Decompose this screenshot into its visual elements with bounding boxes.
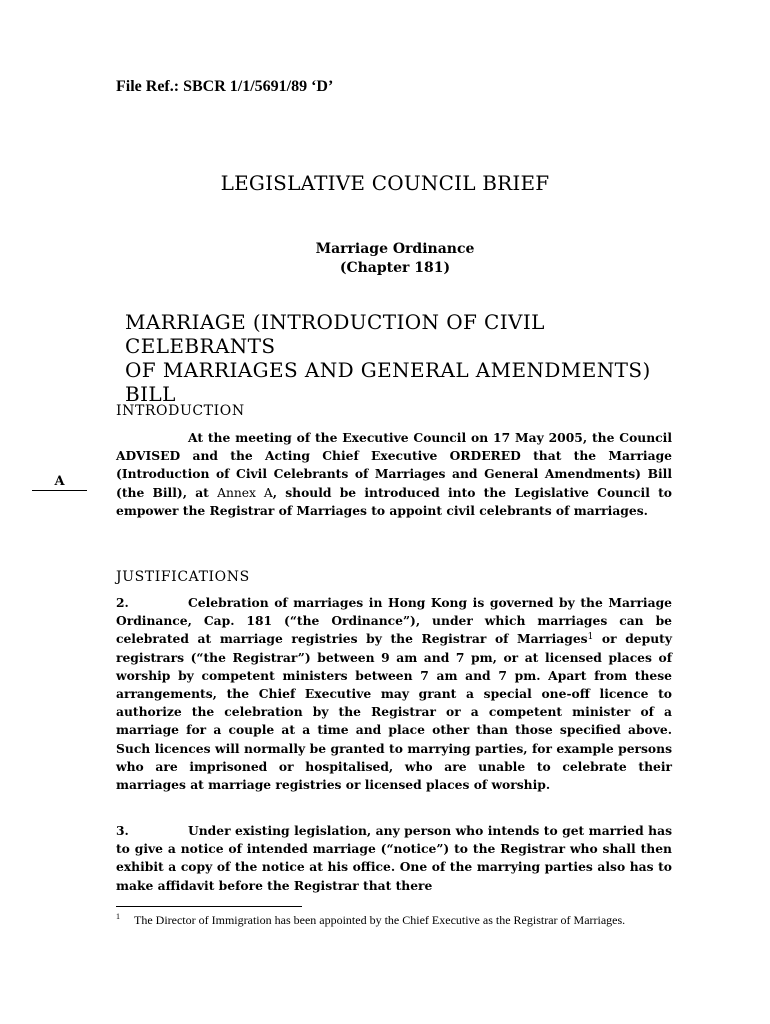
introduction-paragraph — [116, 429, 672, 520]
para2-text-part-2: or deputy registrars (“the Registrar”) between 9 am and 7 pm, or at licensed places of worship by competent ministers between 7 am and 7 pm. Apart from these arrangements, the Chief Executive may grant a special one-off licence to authorize the celebration by the Registrar or a competent minister of a marriage for a couple at a time and place other than those specified above. Such licences will normally be granted to marrying parties, for example persons who are imprisoned or hospitalised, who are unable to celebrate their marriages at marriage registries or licensed places of worship. — [116, 631, 672, 793]
annex-reference: Annex A — [217, 485, 273, 500]
paragraph-number: 2. — [116, 595, 129, 610]
ordinance-heading — [0, 240, 770, 278]
ordinance-name: Marriage Ordinance — [315, 241, 475, 257]
bill-title — [125, 310, 685, 406]
bill-title-line-2: OF MARRIAGES AND GENERAL AMENDMENTS) BILL — [125, 358, 651, 406]
ordinance-chapter: (Chapter 181) — [339, 260, 451, 276]
para2-text-part-1: Celebration of marriages in Hong Kong is governed by the Marriage Ordinance, Cap. 181 (“the Ordinance”), under which marriages can be celebrated at marriage registries by the Registrar of Marriages — [116, 595, 672, 647]
paragraph-number: 3. — [116, 823, 129, 838]
paragraph-3 — [116, 822, 672, 895]
footnote — [116, 912, 716, 928]
footnote-reference[interactable]: 1 — [587, 632, 594, 643]
intro-text-part-2: , should be introduced into the Legislative Council to empower the Registrar of Marriages to appoint civil celebrants of marriages. — [116, 484, 672, 518]
annex-margin-marker: A — [32, 474, 87, 491]
justifications-heading: JUSTIFICATIONS — [116, 569, 250, 585]
brief-title: LEGISLATIVE COUNCIL BRIEF — [220, 171, 550, 195]
file-reference: File Ref.: SBCR 1/1/5691/89 ‘D’ — [116, 78, 334, 95]
footnote-text: The Director of Immigration has been appointed by the Chief Executive as the Registrar of Marriages. — [134, 913, 626, 927]
bill-title-line-1: MARRIAGE (INTRODUCTION OF CIVIL CELEBRANTS — [125, 310, 545, 358]
paragraph-2 — [116, 594, 672, 794]
footnote-mark: 1 — [116, 912, 120, 921]
para3-text: Under existing legislation, any person who intends to get married has to give a notice of intended marriage (“notice”) to the Registrar who shall then exhibit a copy of the notice at his office. One of the marrying parties also has to make affidavit before the Registrar that there — [116, 823, 672, 893]
introduction-heading: INTRODUCTION — [116, 403, 245, 419]
footnote-divider — [116, 906, 302, 907]
intro-text-part-1: At the meeting of the Executive Council on 17 May 2005, the Council ADVISED and the Acting Chief Executive ORDERED that the Marriage (Introduction of Civil Celebrants of Marriages and General Amendments) Bill (the Bill), at — [116, 430, 672, 500]
